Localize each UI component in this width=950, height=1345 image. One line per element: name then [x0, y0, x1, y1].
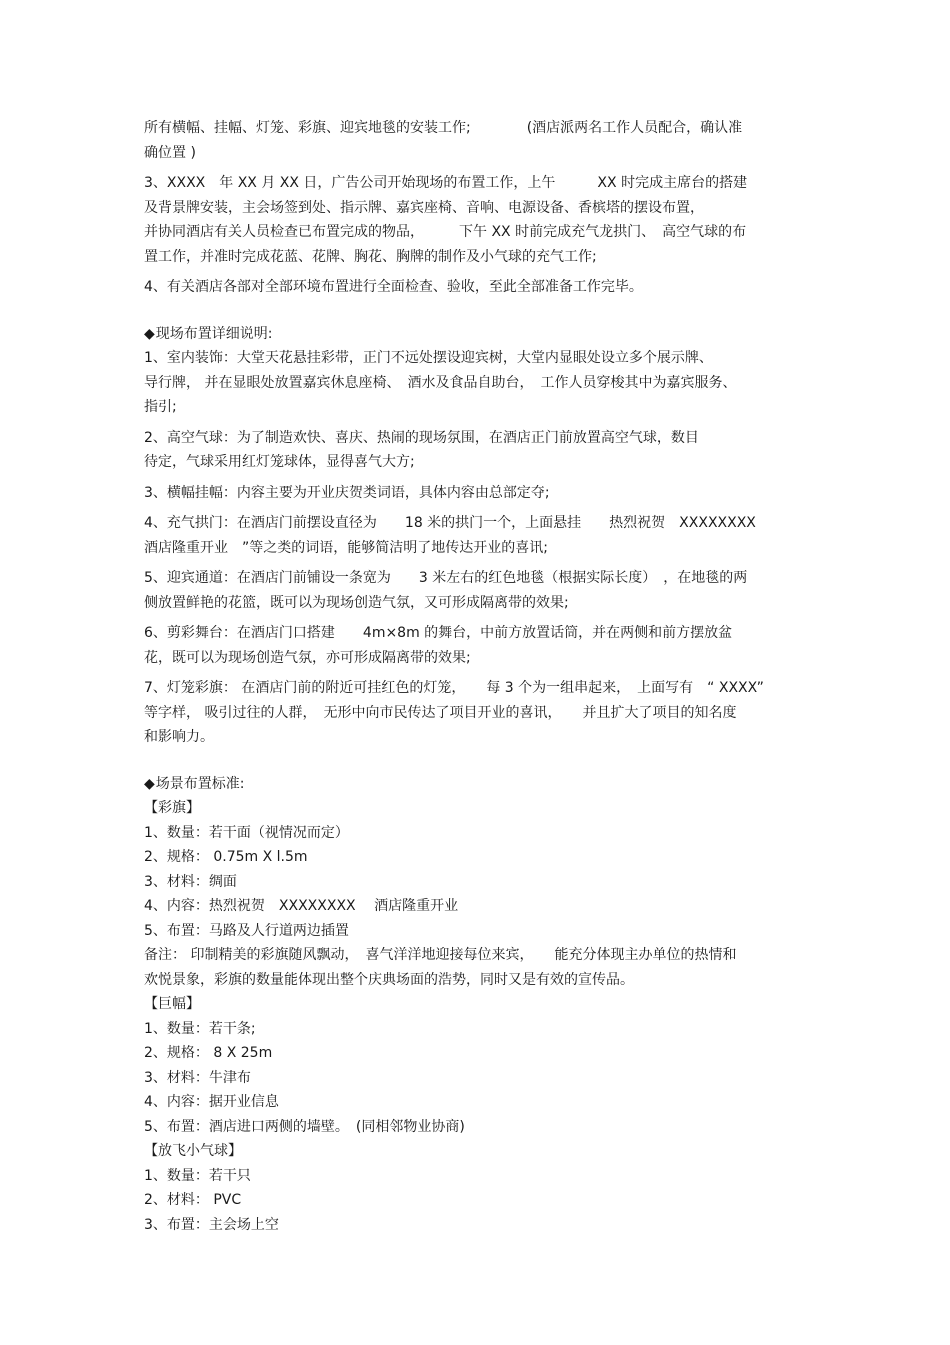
intro-line: 所有横幅、挂幅、灯笼、彩旗、迎宾地毯的安装工作; (酒店派两名工作人员配合，确认准: [144, 120, 743, 136]
list-item-line: 5、迎宾通道：在酒店门前铺设一条宽为 3 米左右的红色地毯（根据实际长度） ，在地毯的两: [144, 570, 748, 586]
step3-line: 置工作，并准时完成花蓝、花牌、胸花、胸牌的制作及小气球的充气工作;: [144, 248, 597, 265]
list-item-line: 侧放置鲜艳的花篮，既可以为现场创造气氛，又可形成隔离带的效果;: [144, 594, 569, 611]
list-item-line: 花，既可以为现场创造气氛，亦可形成隔离带的效果;: [144, 649, 471, 666]
section-title: 场景布置标准:: [155, 775, 245, 792]
list-item-line: 3、横幅挂幅：内容主要为开业庆贺类词语，具体内容由总部定夺;: [144, 484, 550, 501]
step3-line: 及背景牌安装，主会场签到处、指示牌、嘉宾座椅、音响、电源设备、香槟塔的摆设布置，: [144, 199, 704, 216]
document-page: [144, 116, 804, 1237]
step4-line: 4、有关酒店各部对全部环境布置进行全面检查、验收，至此全部准备工作完毕。: [144, 279, 643, 295]
spec-line: 5、布置：马路及人行道两边插置: [144, 922, 349, 939]
group-heading: 【彩旗】: [144, 800, 200, 816]
group-heading: 【巨幅】: [144, 996, 200, 1012]
note-line: 欢悦景象，彩旗的数量能体现出整个庆典场面的浩势，同时又是有效的宣传品。: [144, 971, 634, 988]
section-heading-layout-details: [144, 322, 804, 347]
diamond-bullet-icon: ◆: [144, 325, 155, 342]
spec-line: 3、材料：绸面: [144, 873, 237, 890]
step3-line: 并协同酒店有关人员检查已布置完成的物品， 下午 XX 时前完成充气龙拱门、 高空气球的布: [144, 224, 747, 240]
section-title: 现场布置详细说明:: [155, 325, 273, 342]
list-item-line: 导行牌， 并在显眼处放置嘉宾休息座椅、 酒水及食品自助台， 工作人员穿梭其中为嘉宾服务、: [144, 374, 737, 391]
list-item-line: 2、高空气球：为了制造欢快、喜庆、热闹的现场氛围，在酒店正门前放置高空气球，数目: [144, 429, 699, 446]
spec-line: 1、数量：若干只: [144, 1167, 251, 1184]
spec-line: 5、布置：酒店进口两侧的墙壁。 (同相邻物业协商): [144, 1118, 465, 1135]
spec-line: 1、数量：若干条;: [144, 1020, 256, 1037]
spec-line: 4、内容：热烈祝贺 XXXXXXXX 酒店隆重开业: [144, 898, 459, 914]
diamond-bullet-icon: ◆: [144, 775, 155, 792]
spec-line: 2、规格： 0.75m X l.5m: [144, 849, 308, 865]
note-line: 备注： 印制精美的彩旗随风飘动， 喜气洋洋地迎接每位来宾， 能充分体现主办单位的热情和: [144, 947, 737, 963]
group-heading: 【放飞小气球】: [144, 1143, 242, 1159]
spec-line: 2、材料： PVC: [144, 1192, 242, 1208]
list-item-line: 等字样， 吸引过往的人群， 无形中向市民传达了项目开业的喜讯， 并且扩大了项目的知名度: [144, 704, 737, 721]
list-item-line: 和影响力。: [144, 729, 214, 745]
spec-line: 3、布置：主会场上空: [144, 1216, 279, 1233]
spec-line: 1、数量：若干面（视情况而定）: [144, 824, 349, 841]
list-item-line: 待定，气球采用红灯笼球体，显得喜气大方;: [144, 454, 415, 470]
intro-line: 确位置 ): [144, 144, 196, 161]
section-heading-setup-standards: [144, 772, 804, 797]
spec-line: 2、规格： 8 X 25m: [144, 1045, 273, 1061]
list-item-line: 4、充气拱门：在酒店门前摆设直径为 18 米的拱门一个，上面悬挂 热烈祝贺 XXXXXXXX: [144, 515, 756, 531]
list-item-line: 指引;: [144, 399, 177, 415]
list-item-line: 酒店隆重开业 ”等之类的词语，能够简洁明了地传达开业的喜讯;: [144, 539, 548, 556]
list-item-line: 1、室内装饰：大堂天花悬挂彩带，正门不远处摆设迎宾树，大堂内显眼处设立多个展示牌、: [144, 350, 713, 366]
spec-line: 3、材料：牛津布: [144, 1069, 251, 1086]
list-item-line: 7、灯笼彩旗： 在酒店门前的附近可挂红色的灯笼， 每 3 个为一组串起来， 上面写有 “ XXXX”: [144, 680, 764, 696]
spec-line: 4、内容：据开业信息: [144, 1094, 279, 1110]
step3-line: 3、XXXX 年 XX 月 XX 日，广告公司开始现场的布置工作，上午 XX 时完成主席台的搭建: [144, 175, 748, 191]
list-item-line: 6、剪彩舞台：在酒店门口搭建 4m×8m 的舞台，中前方放置话筒，并在两侧和前方摆放盆: [144, 625, 733, 641]
